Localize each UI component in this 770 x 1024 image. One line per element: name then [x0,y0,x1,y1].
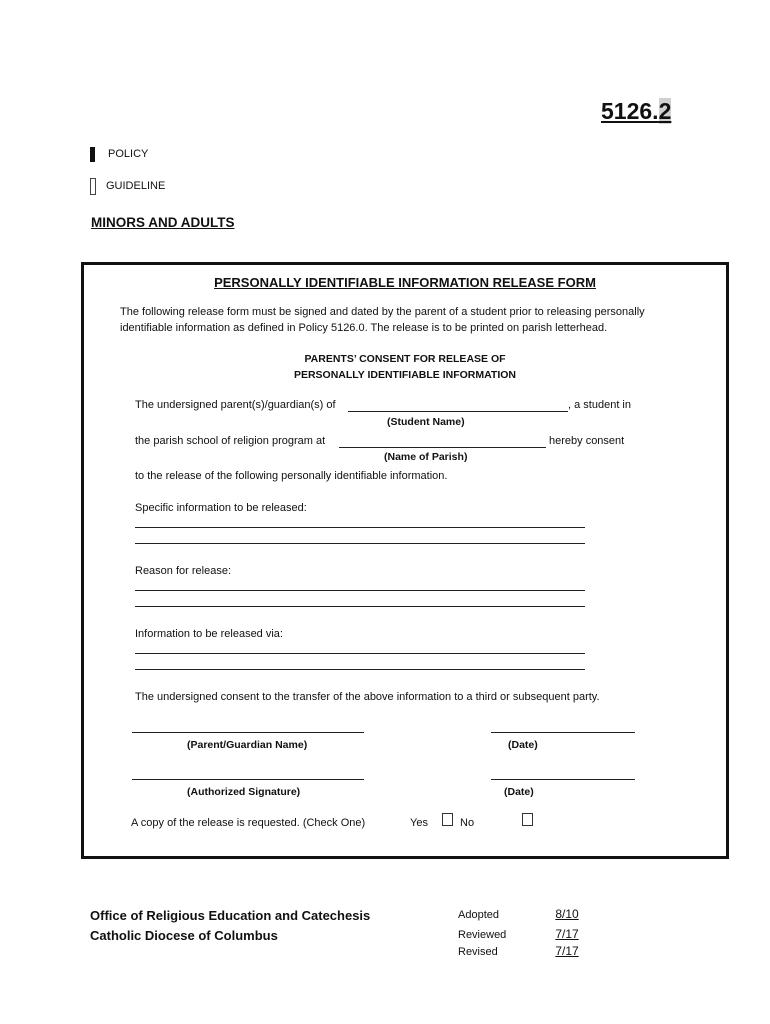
parent-guardian-label: (Parent/Guardian Name) [187,739,308,751]
yes-label: Yes [410,817,428,829]
adopted-label: Adopted [458,909,499,921]
date-label-2: (Date) [504,786,534,798]
authorized-signature-label: (Authorized Signature) [187,786,301,798]
reviewed-value: 7/17 [555,927,579,941]
via-line[interactable] [135,669,585,670]
via-label: Information to be released via: [135,628,283,640]
footer-org-line1: Office of Religious Education and Catechesis [90,908,371,923]
hereby-consent-text: hereby consent [549,435,625,447]
policy-checkbox-checked[interactable] [90,147,95,162]
date-line-1[interactable] [491,732,635,733]
consent-heading [84,351,726,383]
guideline-label: GUIDELINE [106,180,166,192]
release-form [81,262,729,859]
transfer-consent-text: The undersigned consent to the transfer of the above information to a third or subsequent party. [135,691,600,703]
no-label: No [460,817,475,829]
date-label-1: (Date) [508,739,538,751]
consent-heading-line1: PARENTS’ CONSENT FOR RELEASE OF [304,353,506,365]
undersigned-text: The undersigned parent(s)/guardian(s) of [135,399,336,411]
date-line-2[interactable] [491,779,635,780]
adopted-value: 8/10 [555,907,579,921]
revised-value: 7/17 [555,944,579,958]
guideline-checkbox[interactable] [90,178,96,195]
footer-organization [90,906,370,946]
parish-name-field[interactable] [339,447,546,448]
consent-heading-line2: PERSONALLY IDENTIFIABLE INFORMATION [293,369,517,381]
no-checkbox[interactable] [522,813,533,826]
form-title: PERSONALLY IDENTIFIABLE INFORMATION RELEASE FORM [214,275,596,290]
policy-label: POLICY [108,148,149,160]
copy-request-text: A copy of the release is requested. (Check One) [131,817,366,829]
document-number-main: 5126. [601,98,659,124]
parish-program-text: the parish school of religion program at [135,435,326,447]
student-name-label: (Student Name) [387,416,465,428]
form-intro: The following release form must be signed and dated by the parent of a student prior to releasing personally identifiable information as defined in Policy 5126.0. The release is to be printed on parish letterhead. [120,306,645,334]
release-statement: to the release of the following personally identifiable information. [135,470,448,482]
via-line[interactable] [135,653,585,654]
authorized-signature-line[interactable] [132,779,364,780]
specific-info-label: Specific information to be released: [135,502,307,514]
document-number [601,98,671,125]
specific-info-line[interactable] [135,543,585,544]
revised-label: Revised [458,946,498,958]
parent-guardian-signature-line[interactable] [132,732,364,733]
document-number-highlight: 2 [658,98,672,124]
parish-name-label: (Name of Parish) [384,451,468,463]
specific-info-line[interactable] [135,527,585,528]
reason-line[interactable] [135,590,585,591]
yes-checkbox[interactable] [442,813,453,826]
reason-label: Reason for release: [135,565,231,577]
student-in-text: , a student in [568,399,631,411]
section-title: MINORS AND ADULTS [91,215,235,230]
reviewed-label: Reviewed [458,929,507,941]
footer-org-line2: Catholic Diocese of Columbus [90,928,278,943]
reason-line[interactable] [135,606,585,607]
student-name-field[interactable] [348,411,568,412]
